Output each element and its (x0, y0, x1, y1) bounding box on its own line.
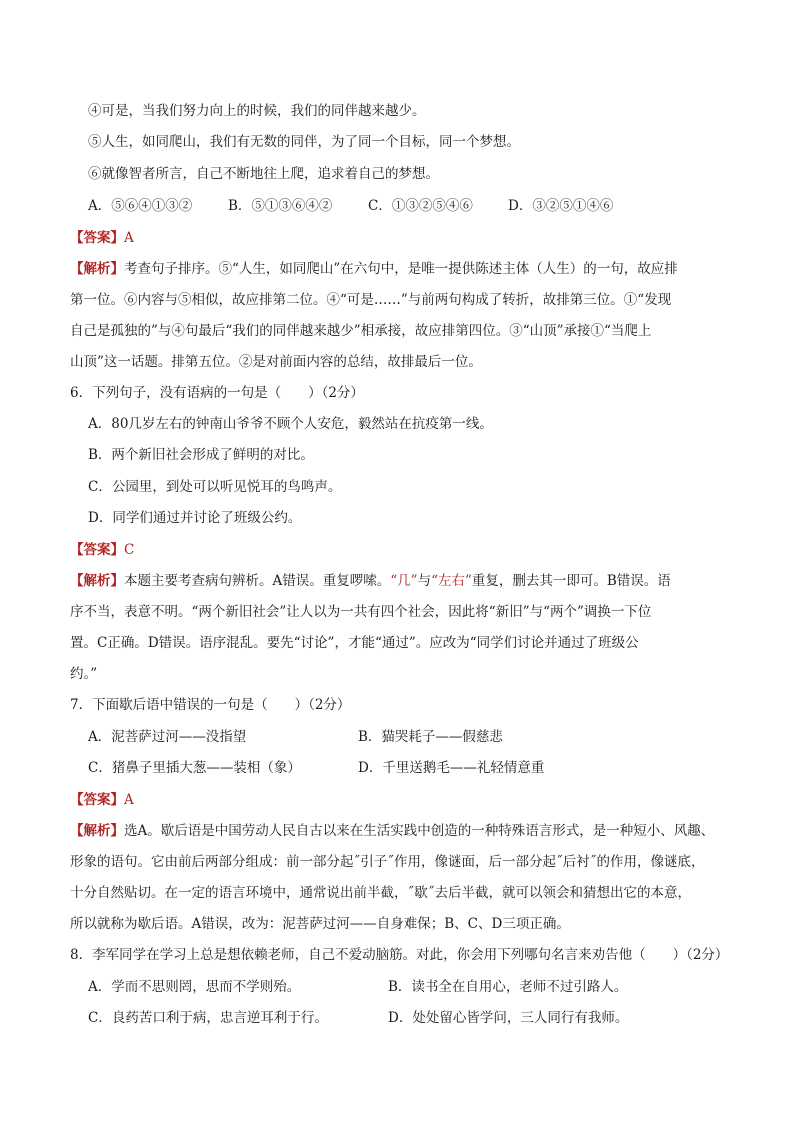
analysis-text: 本题主要考查病句辨析。A错误。重复啰嗦。 (124, 573, 391, 589)
answer-value: A (124, 792, 134, 808)
q8-option-d: D．处处留心皆学问，三人同行有我师。 (388, 1010, 629, 1026)
answer-value: A (124, 230, 134, 246)
q5-option-d: D．③②⑤①④⑥ (508, 198, 614, 214)
q5-analysis-line-3: 自己是孤独的”与④句最后“我们的同伴越来越少”相承接，故应排第四位。③“山顶”承接①“当爬上 (70, 323, 652, 339)
q6-analysis-line-3: 置。C正确。D错误。语序混乱。要先“讨论”，才能“通过”。应改为“同学们讨论并通过了班级公 (70, 635, 639, 651)
answer-tag: 【答案】 (70, 230, 124, 246)
q5-analysis-line-2: 第一位。⑥内容与⑤相似，故应排第二位。④“可是……”与前两句构成了转折，故排第三位。①“发现 (70, 292, 672, 308)
answer-value: C (124, 542, 135, 558)
sentence-item-5: ⑤人生，如同爬山，我们有无数的同伴，为了同一个目标，同一个梦想。 (88, 134, 520, 150)
q6-answer (70, 540, 134, 560)
q8-option-c: C．良药苦口利于病，忠言逆耳利于行。 (88, 1010, 328, 1026)
q8-option-b: B．读书全在自用心，老师不过引路人。 (388, 979, 628, 995)
answer-tag: 【答案】 (70, 792, 124, 808)
answer-tag: 【答案】 (70, 542, 124, 558)
highlight-zuoyou: “左右” (431, 573, 472, 589)
analysis-tag: 【解析】 (70, 823, 124, 839)
analysis-text: 重复，删去其一即可。B错误。语 (471, 573, 671, 589)
q7-analysis-line-1 (70, 821, 714, 841)
analysis-text: 与 (417, 573, 432, 589)
highlight-ji: “几” (390, 573, 418, 589)
q8-stem: 8．李军同学在学习上总是想依赖老师，自己不爱动脑筋。对此，你会用下列哪句名言来劝告他（ ）（2分） (70, 947, 729, 963)
q7-option-a: A．泥菩萨过河——没指望 (88, 729, 247, 745)
q7-answer (70, 790, 134, 810)
q6-analysis-line-2: 序不当，表意不明。“两个新旧社会”让人以为一共有四个社会，因此将“新旧”与“两个”调换一下位 (70, 604, 652, 620)
q6-option-a: A．80几岁左右的钟南山爷爷不顾个人安危，毅然站在抗疫第一线。 (88, 416, 493, 432)
q7-stem: 7．下面歇后语中错误的一句是（ ）（2分） (70, 697, 351, 713)
q6-analysis-line-1 (70, 571, 671, 591)
q6-option-c: C．公园里，到处可以听见悦耳的鸟鸣声。 (88, 479, 342, 495)
analysis-text: 考查句子排序。⑤“人生，如同爬山”在六句中，是唯一提供陈述主体（人生）的一句，故应排 (124, 261, 678, 277)
q7-option-d: D．千里送鹅毛——礼轻情意重 (358, 760, 545, 776)
q7-analysis-line-3: 十分自然贴切。在一定的语言环境中，通常说出前半截，˝歇˝去后半截，就可以领会和猜想出它的本意， (70, 885, 691, 901)
sentence-item-6: ⑥就像智者所言，自己不断地往上爬，追求着自己的梦想。 (88, 166, 439, 182)
q6-stem: 6．下列句子，没有语病的一句是（ ）（2分） (70, 385, 364, 401)
q5-analysis-line-1 (70, 259, 678, 279)
q6-analysis-line-4: 约。” (70, 666, 98, 682)
q5-option-b: B．⑤①③⑥④② (228, 198, 333, 214)
q7-option-b: B．猫哭耗子——假慈悲 (358, 729, 503, 745)
q5-answer (70, 228, 134, 248)
q7-analysis-line-4: 所以就称为歇后语。A错误，改为：泥菩萨过河——自身难保；B、C、D三项正确。 (70, 916, 570, 932)
sentence-item-4: ④可是，当我们努力向上的时候，我们的同伴越来越少。 (88, 103, 426, 119)
analysis-tag: 【解析】 (70, 573, 124, 589)
q5-analysis-line-4: 山顶”这一话题。排第五位。②是对前面内容的总结，故排最后一位。 (70, 354, 482, 370)
q5-option-c: C．①③②⑤④⑥ (368, 198, 473, 214)
analysis-text: 选A。歇后语是中国劳动人民自古以来在生活实践中创造的一种特殊语言形式，是一种短小、风趣、 (124, 823, 715, 839)
q8-option-a: A．学而不思则罔，思而不学则殆。 (88, 979, 301, 995)
q7-option-c: C．猪鼻子里插大葱——装相（象） (88, 760, 301, 776)
analysis-tag: 【解析】 (70, 261, 124, 277)
q5-option-a: A．⑤⑥④①③② (88, 198, 193, 214)
q6-option-b: B．两个新旧社会形成了鲜明的对比。 (88, 447, 314, 463)
q7-analysis-line-2: 形象的语句。它由前后两部分组成：前一部分起˝引子˝作用，像谜面，后一部分起˝后衬˝的作用，像谜底， (70, 854, 705, 870)
q6-option-d: D．同学们通过并讨论了班级公约。 (88, 510, 302, 526)
